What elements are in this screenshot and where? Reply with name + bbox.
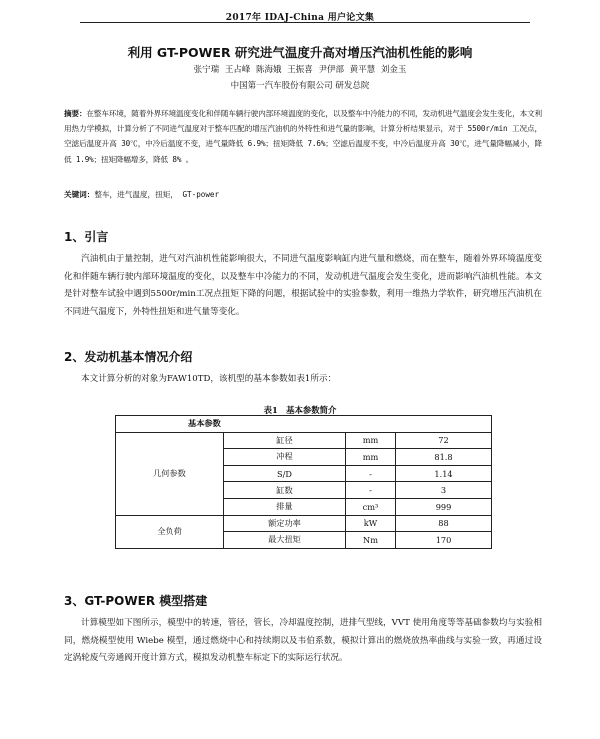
param-unit: -	[346, 482, 396, 499]
table-caption: 表1 基本参数简介	[263, 405, 337, 415]
abstract-label: 摘要：	[64, 109, 87, 118]
table-header-row	[116, 416, 492, 433]
author-list: 张宁瑞 王占峰 陈海娥 王振喜 尹伊部 黄平慧 刘金玉	[193, 65, 407, 75]
table-row	[116, 515, 492, 532]
param-name: 缸径	[224, 432, 346, 449]
keywords	[64, 189, 542, 200]
param-unit: mm	[346, 432, 396, 449]
paper-title: 利用 GT-POWER 研究进气温度升高对增压汽油机性能的影响	[127, 45, 473, 60]
param-value: 72	[396, 432, 492, 449]
section-body-introduction: 汽油机由于量控制，进气对汽油机性能影响很大，不同进气温度影响缸内进气量和燃烧，而在整车，随着外界环境温度变化和伴随车辆行驶内部环境温度的变化，以及整车中冷能力的不同，发动机进气温度会发生变化，进而影响汽油机性能。本文是针对整车试验中遇到5500r/min工况点扭矩下降的问题，根据试验中的实验参数，利用一维热力学软件，研究增压汽油机在不同进气温度下，外特性扭矩和进气量等变化。	[64, 254, 542, 317]
running-head: 2017年 IDAJ-China 用户论文集	[225, 13, 375, 23]
param-unit: kW	[346, 515, 396, 532]
param-name: 最大扭矩	[224, 532, 346, 549]
section-body-engine: 本文计算分析的对象为FAW10TD，该机型的基本参数如表1所示：	[81, 374, 337, 384]
param-unit: -	[346, 465, 396, 482]
section-heading-model: 3、GT-POWER 模型搭建	[64, 594, 208, 608]
table-row	[116, 432, 492, 449]
abstract-text: 在整车环境，随着外界环境温度变化和伴随车辆行驶内部环境温度的变化，以及整车中冷能力的不同，发动机进气温度会发生变化，本文利用热力学模拟，计算分析了不同进气温度对于整车匹配的增压汽油机的外特性和进气量的影响，计算分析结果显示，对于 5500r/min 工况点，空滤后温度升高 30℃，中冷后温度不变，进气量降低 6.9%；扭矩降低 7.6%；空滤后温度不变，中冷后温度升高 30℃，进气量降幅减小，降低 1.9%；扭矩降幅增多，降低 8% 。	[64, 109, 543, 164]
param-name: 冲程	[224, 449, 346, 466]
param-name: 排量	[224, 498, 346, 515]
param-unit: mm	[346, 449, 396, 466]
table-header: 基本参数	[116, 416, 492, 433]
param-name: S/D	[224, 465, 346, 482]
group-label-geometry: 几何参数	[116, 432, 224, 515]
abstract	[64, 106, 542, 167]
param-value: 170	[396, 532, 492, 549]
group-label-full-load: 全负荷	[116, 515, 224, 548]
affiliation: 中国第一汽车股份有限公司 研发总院	[230, 81, 370, 91]
section-heading-engine: 2、发动机基本情况介绍	[64, 350, 193, 364]
param-value: 1.14	[396, 465, 492, 482]
param-value: 88	[396, 515, 492, 532]
param-unit: cm³	[346, 498, 396, 515]
param-value: 999	[396, 498, 492, 515]
section-heading-introduction: 1、引言	[64, 230, 109, 244]
param-value: 3	[396, 482, 492, 499]
parameter-table	[115, 415, 492, 549]
param-value: 81.8	[396, 449, 492, 466]
param-name: 缸数	[224, 482, 346, 499]
param-name: 额定功率	[224, 515, 346, 532]
keywords-text: 整车，进气温度，扭矩， GT-power	[94, 190, 220, 199]
keywords-label: 关键词：	[64, 190, 95, 199]
param-unit: Nm	[346, 532, 396, 549]
section-body-model: 计算模型如下图所示，模型中的转速，管径，管长，冷却温度控制，进排气型线，VVT 使用角度等等基础参数均与实验相同，燃烧模型使用 Wiebe 模型，通过燃烧中心和持续期以及韦伯系数，模拟计算出的燃烧放热率曲线与实验一致，再通过设定涡轮废气旁通阀开度计算方式，模拟发动机整车标定下的实际运行状况。	[64, 618, 542, 663]
header-rule	[80, 22, 530, 23]
